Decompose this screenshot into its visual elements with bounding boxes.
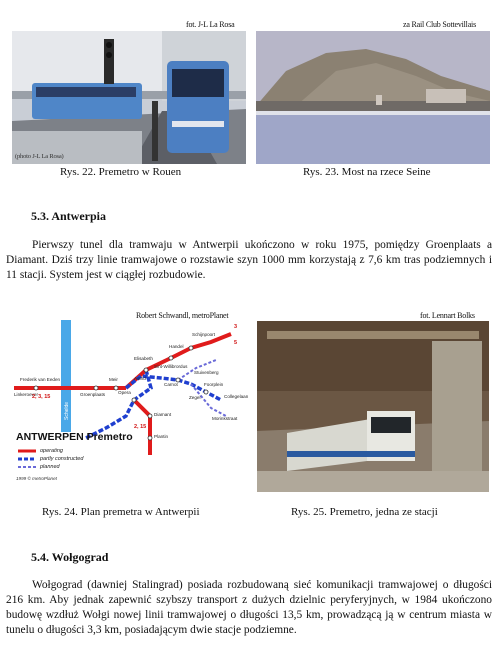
map-station-frederik-van-eeden: Frederik van Eeden — [20, 377, 61, 382]
map-station-groenplaats: Groenplaats — [80, 392, 106, 397]
map-station-handel: Handel — [169, 344, 184, 349]
fig25-credit: fot. Lennart Bolks — [420, 311, 475, 320]
section-5-4-heading: 5.4. Wołgograd — [31, 550, 109, 564]
fig24-credit: Robert Schwandl, metroPlanet — [136, 311, 229, 320]
map-station-morinkstraat: Morinkstraat — [212, 416, 238, 421]
legend-partly-constructed: partly constructed — [40, 456, 84, 462]
section-5-3-paragraph: Pierwszy tunel dla tramwaju w Antwerpii ukończono w roku 1975, pomiędzy Groenplaats a Diamant. Dziś trzy linie tramwajowe o rozstawie szyn 1000 mm korzystają z 7,6 km tras podziemnych i 11 stacji. System jest w ciągłej rozbudowie. — [6, 239, 492, 281]
map-line-label-east: 5 — [234, 340, 238, 346]
map-line-label-south: 2, 15 — [134, 424, 147, 430]
fig25-caption: Rys. 25. Premetro, jedna ze stacji — [291, 506, 438, 518]
map-station-astrid: Astrid — [134, 376, 146, 381]
map-station-collegelaan: Collegelaan — [224, 394, 249, 399]
map-station-plantin: Plantin — [154, 434, 169, 439]
map-station-diamant: Diamant — [154, 412, 172, 417]
map-river-label: Schelde — [64, 401, 70, 420]
legend-operating: operating — [40, 448, 63, 454]
legend-planned: planned — [40, 464, 60, 470]
map-line-label-west: 2, 3, 15 — [32, 394, 51, 400]
fig25-photo-premetro-station — [257, 321, 489, 492]
section-5-4-paragraph: Wołgograd (dawniej Stalingrad) posiada rozbudowaną sieć komunikacji tramwajowej o długości 216 km. Aby jednak zapewnić szybszy transport z dużych dzielnic peryferyjnych, w 1984 ukończono budowę wzdłuż Wołgi nowej linii tramwajowej o długości 13,5 km, prowadzącą ją w centrum miasta w tunelu o długości 3,3 km, posiadającym dwie stacje podziemne. — [6, 579, 492, 636]
map-station-elisabeth: Elisabeth — [134, 356, 153, 361]
map-station-schijnpoort: Schijnpoort — [192, 332, 215, 337]
fig22-watermark: (photo J-L La Rosa) — [15, 153, 64, 160]
fig22-credit: fot. J-L La Rosa — [186, 20, 235, 29]
section-5-3-heading: 5.3. Antwerpia — [31, 209, 106, 223]
map-station-linkeroever: Linkeroever — [14, 392, 39, 397]
map-title: ANTWERPEN Premetro — [16, 431, 133, 443]
fig24-caption: Rys. 24. Plan premetra w Antwerpii — [42, 506, 200, 518]
map-station-stuivenberg: Stuivenberg — [194, 370, 219, 375]
map-station-sint-willibrordus: Sint-Willibrordus — [154, 364, 188, 369]
antwerp-premetro-map — [6, 320, 252, 492]
fig22-caption: Rys. 22. Premetro w Rouen — [60, 166, 182, 178]
map-copyright: 1999 © metroPlanet — [16, 476, 57, 481]
fig23-credit: za Rail Club Sottevillais — [403, 20, 476, 29]
map-station-foorplein: Foorplein — [204, 382, 224, 387]
map-station-opera: Opera — [118, 390, 131, 395]
map-station-meir: Meir — [109, 377, 118, 382]
fig23-photo-seine-bridge — [256, 31, 490, 164]
map-line-label-north: 3 — [234, 324, 238, 330]
fig22-photo-rouen-premetro — [12, 31, 246, 164]
map-station-carnot: Carnot — [164, 382, 178, 387]
map-station-zegel: Zegel — [189, 395, 201, 400]
fig23-caption: Rys. 23. Most na rzece Seine — [303, 166, 431, 178]
